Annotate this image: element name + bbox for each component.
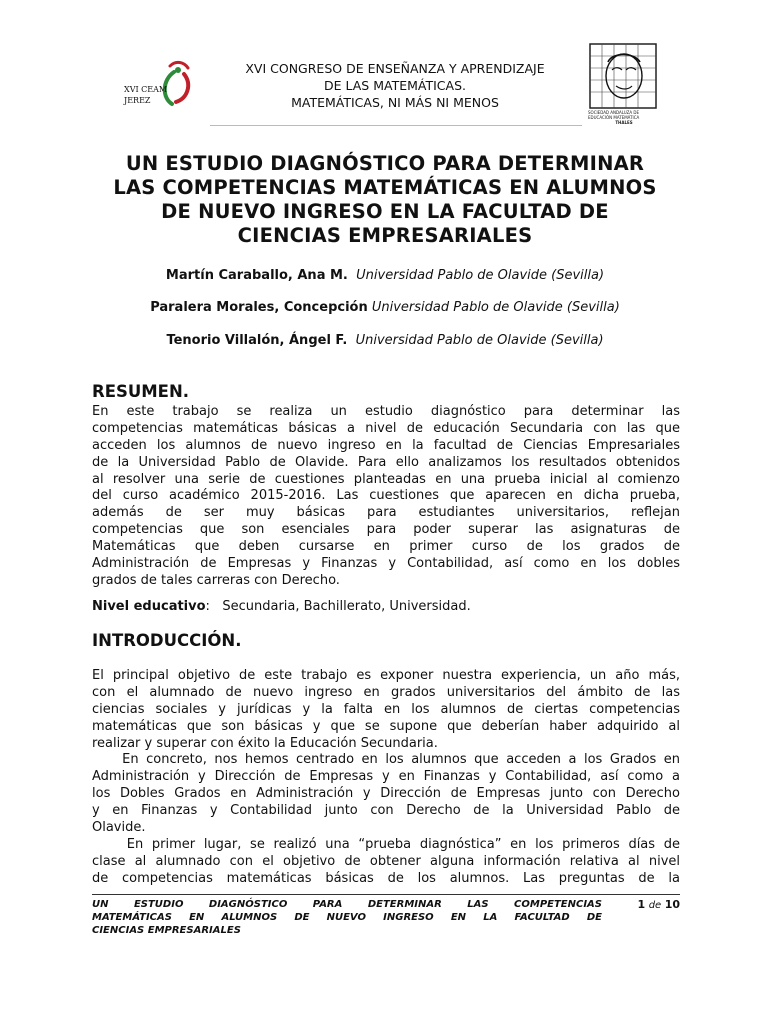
introduccion-paragraph bbox=[92, 668, 680, 888]
text-line: ciencias sociales y jurídicas y la falta en los alumnos de ciertas competencias bbox=[92, 701, 680, 717]
author-line bbox=[90, 300, 680, 315]
footer-divider bbox=[92, 894, 680, 895]
text-line: En primer lugar, se realizó una “prueba diagnóstica” en los primeros días de bbox=[92, 836, 680, 852]
text-line: Administración y Dirección de Empresas y en Finanzas y Contabilidad, así como a bbox=[92, 769, 680, 785]
running-footer bbox=[92, 898, 602, 937]
ceam-logo-line: JEREZ bbox=[124, 96, 151, 105]
text-line: acceden los alumnos de nuevo ingreso en la facultad de Ciencias Empresariales bbox=[92, 437, 680, 453]
resumen-paragraph bbox=[92, 404, 680, 590]
text-line: de competencias matemáticas básicas de los alumnos. Las preguntas de la bbox=[92, 870, 680, 886]
text-line: los Dobles Grados en Administración y Dirección de Empresas junto con Derecho bbox=[92, 786, 680, 802]
text-line: En este trabajo se realiza un estudio diagnóstico para determinar las bbox=[92, 404, 680, 419]
resumen-heading: RESUMEN. bbox=[92, 382, 190, 401]
text-line: del curso académico 2015-2016. Las cuestiones que aparecen en dicha prueba, bbox=[92, 488, 680, 504]
author-line bbox=[90, 268, 680, 283]
page-of: de bbox=[648, 900, 662, 911]
text-line: clase al alumnado con el objetivo de obtener alguna información relativa al nivel bbox=[92, 853, 680, 869]
text-line: En concreto, nos hemos centrado en los alumnos que acceden a los Grados en bbox=[92, 752, 680, 768]
text-line: al resolver una serie de cuestiones planteadas en una prueba inicial al comienzo bbox=[92, 471, 680, 487]
text-line: competencias matemáticas básicas a nivel de educación Secundaria con las que bbox=[92, 420, 680, 436]
footer-line: CIENCIAS EMPRESARIALES bbox=[92, 925, 241, 936]
footer-line: MATEMÁTICAS EN ALUMNOS DE NUEVO INGRESO EN LA FACULTAD DE bbox=[92, 912, 602, 923]
title-line: DE NUEVO INGRESO EN LA FACULTAD DE bbox=[161, 200, 609, 223]
header-divider bbox=[210, 125, 582, 126]
ceam-logo-line: XVI CEAM bbox=[124, 85, 168, 94]
text-line: de la Universidad Pablo de Olavide. Para ello analizamos los resultados obtenidos bbox=[92, 454, 680, 470]
introduccion-heading: INTRODUCCIÓN. bbox=[92, 631, 242, 650]
text-line: con el alumnado de nuevo ingreso en grados universitarios del ámbito de las bbox=[92, 684, 680, 700]
text-line: El principal objetivo de este trabajo es exponer nuestra experiencia, un año más, bbox=[92, 668, 680, 683]
title-line: LAS COMPETENCIAS MATEMÁTICAS EN ALUMNOS bbox=[113, 176, 657, 199]
text-line: realizar y superar con éxito la Educación Secundaria. bbox=[92, 735, 438, 751]
text-line: y en Finanzas y Contabilidad junto con Derecho de la Universidad Pablo de bbox=[92, 803, 680, 819]
page-current: 1 bbox=[637, 898, 646, 911]
author-name: Paralera Morales, Concepción bbox=[150, 300, 368, 315]
author-name: Martín Caraballo, Ana M. bbox=[165, 268, 348, 283]
page-total: 10 bbox=[664, 898, 680, 911]
author-line bbox=[90, 333, 680, 348]
nivel-label: Nivel educativo bbox=[92, 599, 206, 614]
footer-line: UN ESTUDIO DIAGNÓSTICO PARA DETERMINAR LAS COMPETENCIAS bbox=[92, 899, 602, 910]
author-affiliation: Universidad Pablo de Olavide (Sevilla) bbox=[355, 333, 604, 348]
thales-logo-icon bbox=[586, 42, 660, 110]
thales-caption bbox=[588, 110, 660, 125]
thales-logo bbox=[586, 42, 660, 132]
author-affiliation: Universidad Pablo de Olavide (Sevilla) bbox=[371, 300, 620, 315]
nivel-educativo bbox=[92, 599, 471, 614]
text-line: además de ser muy básicas para estudiantes universitarios, reflejan bbox=[92, 505, 680, 521]
text-line: Matemáticas que deben cursarse en primer curso de los grados de bbox=[92, 539, 680, 555]
text-line: Administración de Empresas y Finanzas y Contabilidad, así como en los dobles bbox=[92, 556, 680, 572]
author-name: Tenorio Villalón, Ángel F. bbox=[166, 333, 348, 348]
thales-caption-line: EDUCACIÓN MATEMÁTICA bbox=[588, 115, 640, 120]
text-line: grados de tales carreras con Derecho. bbox=[92, 572, 340, 588]
page-number bbox=[630, 898, 680, 911]
paper-title bbox=[90, 152, 680, 248]
thales-caption-line: SOCIEDAD ANDALUZA DE bbox=[588, 110, 640, 115]
text-line: Olavide. bbox=[92, 820, 146, 836]
thales-caption-line: THALES bbox=[615, 120, 633, 125]
nivel-separator: : bbox=[205, 599, 210, 614]
author-affiliation: Universidad Pablo de Olavide (Sevilla) bbox=[356, 268, 605, 283]
nivel-value: Secundaria, Bachillerato, Universidad. bbox=[222, 599, 471, 614]
title-line: UN ESTUDIO DIAGNÓSTICO PARA DETERMINAR bbox=[125, 152, 645, 175]
conference-line: DE LAS MATEMÁTICAS. bbox=[324, 78, 466, 93]
ceam-logo bbox=[118, 58, 198, 108]
text-line: matemáticas que son básicas y que se supone que deberían haber adquirido al bbox=[92, 718, 680, 734]
text-line: competencias que son esenciales para poder superar las asignaturas de bbox=[92, 522, 680, 538]
conference-heading bbox=[205, 60, 585, 111]
conference-line: XVI CONGRESO DE ENSEÑANZA Y APRENDIZAJE bbox=[245, 61, 545, 76]
conference-line: MATEMÁTICAS, NI MÁS NI MENOS bbox=[291, 95, 499, 110]
title-line: CIENCIAS EMPRESARIALES bbox=[237, 224, 533, 247]
